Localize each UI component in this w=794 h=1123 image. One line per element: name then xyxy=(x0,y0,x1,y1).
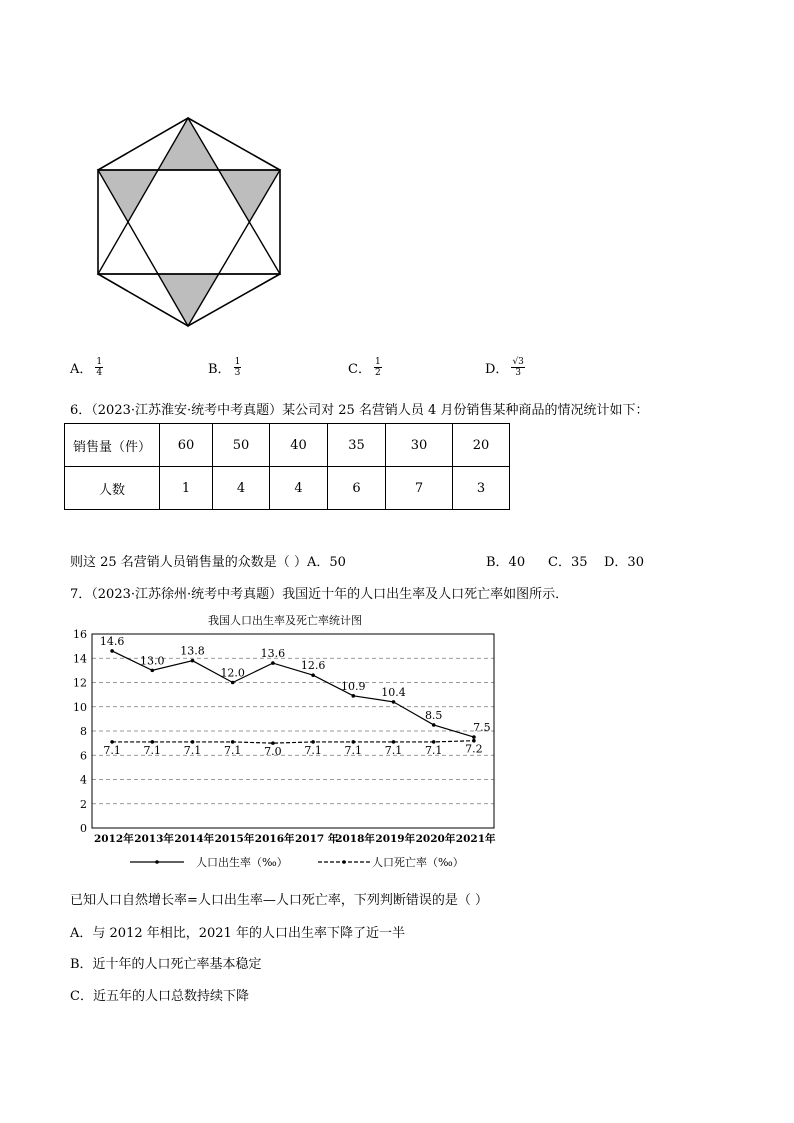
q7-stem: 7．（2023·江苏徐州·统考中考真题）我国近十年的人口出生率及人口死亡率如图所示． xyxy=(70,587,569,602)
x-tick-label: 2017 年 xyxy=(295,833,339,845)
q5-option-c[interactable] xyxy=(348,357,382,378)
data-label: 7.1 xyxy=(143,743,162,757)
table-cell-label: 人数 xyxy=(65,467,160,510)
y-tick-label: 8 xyxy=(80,725,87,738)
table-cell: 3 xyxy=(453,467,510,510)
x-tick-label: 2015年 xyxy=(214,833,255,845)
data-label: 7.1 xyxy=(223,743,242,757)
table-row xyxy=(65,424,510,467)
table-cell: 30 xyxy=(386,424,453,467)
data-label: 7.1 xyxy=(384,743,403,757)
shaded-triangle xyxy=(158,274,219,326)
series-line xyxy=(112,651,474,737)
y-tick-label: 2 xyxy=(80,797,87,811)
q6-option-d[interactable]: D．30 xyxy=(604,555,644,570)
data-point xyxy=(151,669,155,673)
data-label: 10.9 xyxy=(341,679,366,693)
numerator: 1 xyxy=(96,357,103,367)
q5-option-d[interactable] xyxy=(485,357,525,378)
table-cell: 35 xyxy=(328,424,386,467)
data-point xyxy=(392,700,396,704)
denominator: 3 xyxy=(234,368,241,378)
data-label: 7.1 xyxy=(103,743,121,757)
population-line-chart xyxy=(60,608,510,878)
table-cell: 20 xyxy=(453,424,510,467)
q7-option-c[interactable]: C．近五年的人口总数持续下降 xyxy=(70,989,249,1004)
q7-question: 已知人口自然增长率=人口出生率—人口死亡率，下列判断错误的是（ ） xyxy=(70,893,489,908)
shaded-triangle xyxy=(98,170,158,222)
data-point xyxy=(271,661,275,665)
data-label: 13.6 xyxy=(260,647,286,661)
chart-title: 我国人口出生率及死亡率统计图 xyxy=(208,614,362,627)
data-point xyxy=(191,659,195,663)
numerator: 1 xyxy=(374,357,381,367)
denominator: 3 xyxy=(515,368,522,378)
data-label: 7.1 xyxy=(424,743,443,757)
legend-label-death: 人口死亡率（‰） xyxy=(372,856,464,869)
q5-option-b[interactable] xyxy=(208,357,241,378)
q5-option-a[interactable] xyxy=(70,357,103,378)
fraction xyxy=(234,357,242,378)
x-tick-label: 2013年 xyxy=(134,833,174,845)
table-cell-label: 销售量（件） xyxy=(65,424,160,467)
table-cell: 4 xyxy=(270,467,328,510)
series-line xyxy=(112,741,474,743)
y-tick-label: 6 xyxy=(80,749,87,763)
data-label: 7.5 xyxy=(473,721,491,735)
data-label: 7.0 xyxy=(264,745,282,759)
table-cell: 50 xyxy=(213,424,270,467)
table-cell: 60 xyxy=(160,424,213,467)
data-point xyxy=(432,723,436,727)
q6-option-b[interactable]: B．40 xyxy=(486,555,526,570)
option-letter: B． xyxy=(208,362,231,377)
y-tick-label: 0 xyxy=(80,822,87,835)
data-label: 12.6 xyxy=(300,659,326,673)
data-label: 14.6 xyxy=(99,634,125,648)
data-label: 7.1 xyxy=(304,743,322,757)
denominator: 2 xyxy=(374,368,381,378)
data-label: 7.2 xyxy=(465,742,483,756)
x-tick-label: 2014年 xyxy=(174,833,215,845)
data-label: 13.8 xyxy=(180,644,205,658)
sales-table xyxy=(64,423,510,510)
x-tick-label: 2018年 xyxy=(335,833,375,845)
q6-stem: 6．（2023·江苏淮安·统考中考真题）某公司对 25 名营销人员 4 月份销售某种商品的情况统计如下： xyxy=(70,403,649,418)
y-tick-label: 14 xyxy=(73,652,87,666)
data-label: 12.0 xyxy=(220,666,245,680)
data-label: 7.1 xyxy=(183,743,202,757)
legend-label-birth: 人口出生率（‰） xyxy=(196,856,288,869)
data-point xyxy=(110,649,114,653)
fraction xyxy=(95,357,103,378)
table-cell: 7 xyxy=(386,467,453,510)
data-label: 10.4 xyxy=(381,685,406,699)
y-tick-label: 10 xyxy=(73,700,87,714)
numerator: 1 xyxy=(234,357,241,367)
hexagon-star-figure xyxy=(96,112,286,332)
fraction xyxy=(374,357,382,378)
legend-marker xyxy=(155,860,159,864)
q6-question: 则这 25 名营销人员销售量的众数是（ ）A．50 xyxy=(70,555,346,570)
table-row xyxy=(65,467,510,510)
y-tick-label: 4 xyxy=(80,773,87,787)
table-cell: 1 xyxy=(160,467,213,510)
table-cell: 40 xyxy=(270,424,328,467)
data-point xyxy=(352,694,356,698)
option-letter: D． xyxy=(485,362,509,377)
shaded-triangle xyxy=(219,170,280,222)
data-point xyxy=(311,673,315,677)
q7-option-b[interactable]: B．近十年的人口死亡率基本稳定 xyxy=(70,957,262,972)
x-tick-label: 2020年 xyxy=(415,833,456,845)
data-label: 7.1 xyxy=(344,743,363,757)
data-label: 8.5 xyxy=(424,708,443,722)
shaded-triangle xyxy=(158,118,219,170)
q5-options xyxy=(70,357,630,387)
denominator: 4 xyxy=(96,368,103,378)
q7-option-a[interactable]: A．与 2012 年相比，2021 年的人口出生率下降了近一半 xyxy=(70,926,405,941)
y-tick-label: 12 xyxy=(73,676,87,690)
option-letter: A． xyxy=(70,362,93,377)
legend-marker xyxy=(342,860,346,864)
data-point xyxy=(231,681,235,685)
y-tick-label: 16 xyxy=(73,628,87,641)
table-cell: 6 xyxy=(328,467,386,510)
q6-option-c[interactable]: C．35 xyxy=(548,555,588,570)
x-tick-label: 2019年 xyxy=(375,833,416,845)
option-letter: C． xyxy=(348,362,371,377)
numerator: √3 xyxy=(512,357,524,367)
table-cell: 4 xyxy=(213,467,270,510)
x-tick-label: 2016年 xyxy=(254,833,295,845)
x-tick-label: 2012年 xyxy=(94,833,134,845)
x-tick-label: 2021年 xyxy=(455,833,496,845)
data-point xyxy=(472,735,476,739)
fraction xyxy=(511,357,524,378)
data-label: 13.0 xyxy=(140,654,165,668)
